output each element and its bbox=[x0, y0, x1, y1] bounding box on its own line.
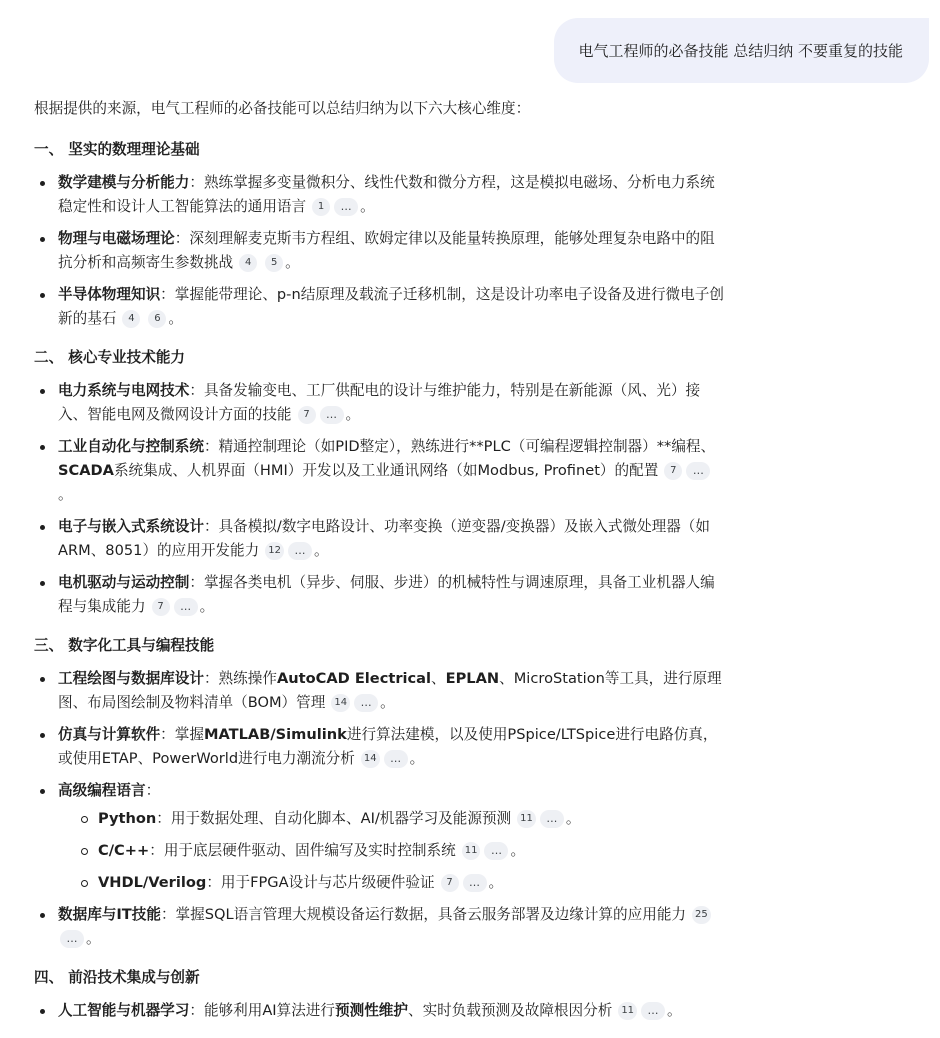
response-intro: 根据提供的来源，电气工程师的必备技能可以总结归纳为以下六大核心维度： bbox=[34, 100, 531, 117]
more-sources-chip[interactable]: … bbox=[384, 750, 408, 768]
list-item bbox=[34, 571, 724, 619]
list-item bbox=[34, 999, 724, 1023]
bullet-list bbox=[34, 667, 724, 951]
citation-chip[interactable]: 6 bbox=[148, 310, 166, 328]
sentence-end: 。 bbox=[285, 254, 300, 271]
bold-text: 数学建模与分析能力 bbox=[58, 174, 190, 191]
citation-chip[interactable]: 7 bbox=[441, 874, 459, 892]
more-sources-chip[interactable]: … bbox=[484, 842, 508, 860]
citation-chip[interactable]: 4 bbox=[239, 254, 257, 272]
text-run: ：熟练操作 bbox=[203, 670, 277, 687]
sentence-end: 。 bbox=[667, 1002, 682, 1019]
citation-chip[interactable]: 7 bbox=[664, 462, 682, 480]
list-item bbox=[34, 903, 724, 951]
text-run: ：熟练掌握多变量微积分、线性代数和微分方程，这是模拟电磁场、分析电力系统稳定性和设计人工智能算法的通用语言 bbox=[58, 174, 715, 215]
text-run: ： bbox=[145, 782, 161, 799]
more-sources-chip[interactable]: … bbox=[686, 462, 710, 480]
sentence-end: 。 bbox=[58, 486, 73, 503]
bold-text: VHDL/Verilog bbox=[98, 874, 207, 891]
bold-text: 工业自动化与控制系统 bbox=[58, 438, 204, 455]
section-heading: 四、 前沿技术集成与创新 bbox=[34, 969, 200, 986]
sentence-end: 。 bbox=[488, 874, 504, 891]
bold-text: 仿真与计算软件 bbox=[58, 726, 161, 743]
text-run: 、MicroStation等工具，进行原理图、布局图绘制及物料清单（BOM）管理 bbox=[58, 670, 722, 711]
section-heading: 二、 核心专业技术能力 bbox=[34, 349, 186, 366]
more-sources-chip[interactable]: … bbox=[288, 542, 312, 560]
bold-text: 电机驱动与运动控制 bbox=[58, 574, 190, 591]
list-item bbox=[34, 283, 724, 331]
bold-text: 物理与电磁场理论 bbox=[58, 230, 175, 247]
sentence-end: 。 bbox=[360, 198, 375, 215]
sub-list-item bbox=[58, 871, 724, 895]
sentence-end: 。 bbox=[86, 930, 101, 947]
citation-chip[interactable]: 7 bbox=[298, 406, 316, 424]
bold-text: EPLAN bbox=[445, 670, 500, 687]
user-message-bubble bbox=[554, 18, 929, 83]
text-run: ：用于数据处理、自动化脚本、AI/机器学习及能源预测 bbox=[156, 810, 512, 827]
more-sources-chip[interactable]: … bbox=[60, 930, 84, 948]
text-run: ：掌握 bbox=[160, 726, 204, 743]
text-run: ：掌握能带理论、p-n结原理及载流子迁移机制，这是设计功率电子设备及进行微电子创新的基石 bbox=[58, 286, 724, 327]
sentence-end: 。 bbox=[168, 310, 183, 327]
sentence-end: 。 bbox=[199, 598, 215, 615]
bold-text: MATLAB/Simulink bbox=[203, 726, 347, 743]
sentence-end: 。 bbox=[313, 542, 329, 559]
list-item bbox=[34, 171, 724, 219]
more-sources-chip[interactable]: … bbox=[641, 1002, 665, 1020]
bullet-list bbox=[34, 171, 724, 331]
bold-text: 高级编程语言 bbox=[58, 782, 146, 799]
list-item bbox=[34, 379, 724, 427]
sub-list-item bbox=[58, 839, 724, 863]
sentence-end: 。 bbox=[510, 842, 526, 859]
bold-text: AutoCAD Electrical bbox=[276, 670, 432, 687]
text-run: ：能够利用AI算法进行 bbox=[189, 1002, 335, 1019]
sub-list-item bbox=[58, 807, 724, 831]
list-item bbox=[34, 435, 724, 507]
sub-bullet-list bbox=[58, 807, 724, 895]
text-run: 、 bbox=[431, 670, 446, 687]
citation-chip[interactable]: 5 bbox=[265, 254, 283, 272]
list-item bbox=[34, 227, 724, 275]
text-run: 、实时负载预测及故障根因分析 bbox=[407, 1002, 613, 1019]
bold-text: C/C++ bbox=[98, 842, 150, 859]
text-run: ：掌握SQL语言管理大规模设备运行数据，具备云服务部署及边缘计算的应用能力 bbox=[160, 906, 687, 923]
text-run: ：具备发输变电、工厂供配电的设计与维护能力，特别是在新能源（风、光）接入、智能电网及微网设计方面的技能 bbox=[58, 382, 701, 423]
more-sources-chip[interactable]: … bbox=[320, 406, 344, 424]
bold-text: 预测性维护 bbox=[335, 1002, 408, 1019]
list-item bbox=[34, 723, 724, 771]
text-run: ：精通控制理论（如PID整定），熟练进行**PLC（可编程逻辑控制器）**编程、 bbox=[203, 438, 716, 455]
bold-text: 电力系统与电网技术 bbox=[58, 382, 190, 399]
citation-chip[interactable]: 7 bbox=[152, 598, 170, 616]
text-run: ：具备模拟/数字电路设计、功率变换（逆变器/变换器）及嵌入式微处理器（如ARM、8051）的应用开发能力 bbox=[58, 518, 710, 559]
bold-text: 工程绘图与数据库设计 bbox=[58, 670, 204, 687]
sentence-end: 。 bbox=[565, 810, 581, 827]
citation-chip[interactable]: 11 bbox=[517, 810, 536, 828]
text-run: ：深刻理解麦克斯韦方程组、欧姆定律以及能量转换原理，能够处理复杂电路中的阻抗分析和高频寄生参数挑战 bbox=[58, 230, 715, 271]
citation-chip[interactable]: 1 bbox=[312, 198, 330, 216]
citation-chip[interactable]: 14 bbox=[331, 694, 350, 712]
more-sources-chip[interactable]: … bbox=[174, 598, 198, 616]
list-item bbox=[34, 779, 724, 895]
bold-text: SCADA bbox=[58, 462, 114, 479]
bold-text: 人工智能与机器学习 bbox=[58, 1002, 190, 1019]
sentence-end: 。 bbox=[409, 750, 425, 767]
more-sources-chip[interactable]: … bbox=[540, 810, 564, 828]
bold-text: 半导体物理知识 bbox=[58, 286, 161, 303]
list-item bbox=[34, 515, 724, 563]
citation-chip[interactable]: 12 bbox=[265, 542, 284, 560]
section-heading: 三、 数字化工具与编程技能 bbox=[34, 637, 215, 654]
text-run: ：掌握各类电机（异步、伺服、步进）的机械特性与调速原理，具备工业机器人编程与集成能力 bbox=[58, 574, 715, 615]
assistant-response bbox=[34, 97, 724, 1038]
bullet-list bbox=[34, 379, 724, 619]
citation-chip[interactable]: 11 bbox=[618, 1002, 637, 1020]
citation-chip[interactable]: 25 bbox=[692, 906, 711, 924]
bold-text: 数据库与IT技能 bbox=[58, 906, 161, 923]
text-run: ：用于底层硬件驱动、固件编写及实时控制系统 bbox=[149, 842, 456, 859]
citation-chip[interactable]: 11 bbox=[462, 842, 481, 860]
citation-chip[interactable]: 14 bbox=[361, 750, 380, 768]
text-run: 系统集成、人机界面（HMI）开发以及工业通讯网络（如Modbus, Profinet）的配置 bbox=[113, 462, 659, 479]
bullet-list bbox=[34, 999, 724, 1023]
bold-text: Python bbox=[98, 810, 157, 827]
response-sections bbox=[34, 138, 724, 1023]
sentence-end: 。 bbox=[345, 406, 361, 423]
citation-chip[interactable]: 4 bbox=[122, 310, 140, 328]
more-sources-chip[interactable]: … bbox=[334, 198, 358, 216]
sentence-end: 。 bbox=[380, 694, 395, 711]
more-sources-chip[interactable]: … bbox=[463, 874, 487, 892]
text-run: 进行算法建模，以及使用PSpice/LTSpice进行电路仿真，或使用ETAP、PowerWorld进行电力潮流分析 bbox=[58, 726, 718, 767]
more-sources-chip[interactable]: … bbox=[354, 694, 378, 712]
bold-text: 电子与嵌入式系统设计 bbox=[58, 518, 204, 535]
text-run: ：用于FPGA设计与芯片级硬件验证 bbox=[206, 874, 435, 891]
section-heading: 一、 坚实的数理理论基础 bbox=[34, 141, 200, 158]
list-item bbox=[34, 667, 724, 715]
user-message-text: 电气工程师的必备技能 总结归纳 不要重复的技能 bbox=[578, 42, 903, 60]
